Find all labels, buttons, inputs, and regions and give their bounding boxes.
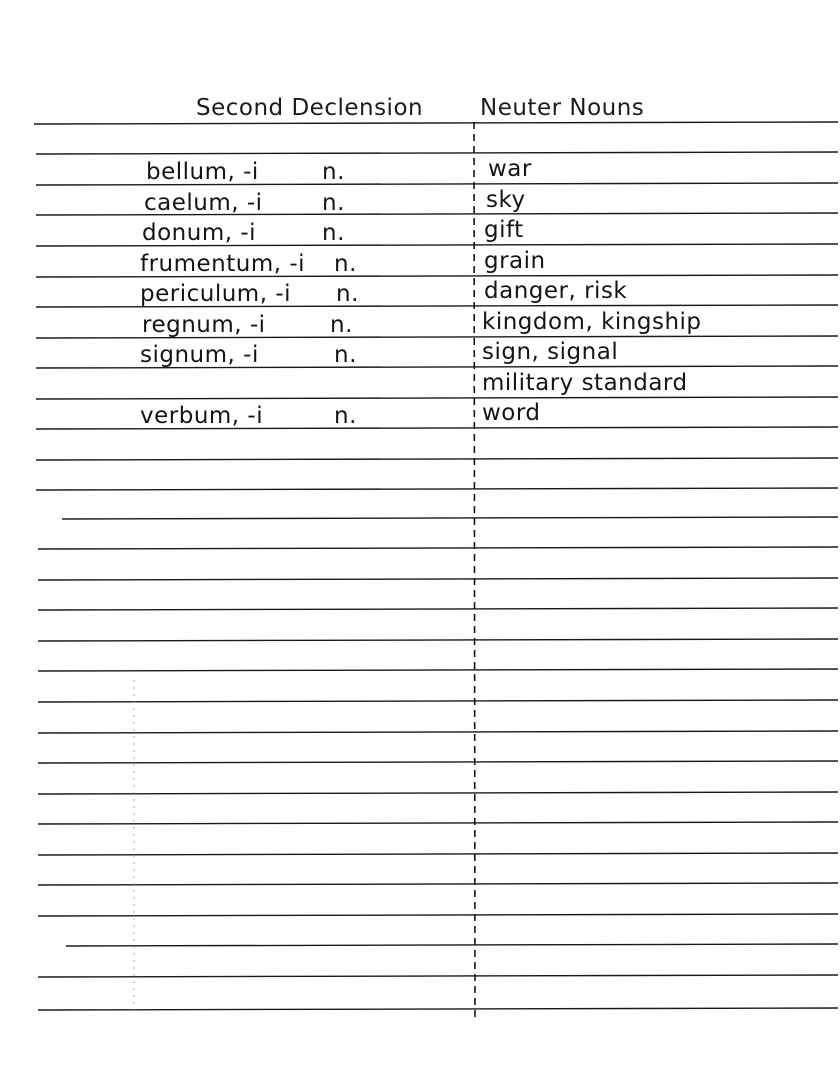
gender-label: n. — [334, 342, 357, 368]
gender-label: n. — [334, 403, 357, 429]
latin-word: verbum, -i — [140, 403, 264, 429]
page-title-right: Neuter Nouns — [480, 95, 645, 121]
page-title-left: Second Declension — [196, 95, 424, 121]
gender-label: n. — [322, 159, 345, 185]
gender-label: n. — [322, 220, 345, 246]
gender-label: n. — [334, 251, 357, 277]
english-meaning: military standard — [482, 370, 688, 396]
english-meaning: sign, signal — [482, 339, 619, 365]
latin-word: regnum, -i — [142, 312, 266, 338]
english-meaning: gift — [484, 217, 524, 243]
gender-label: n. — [336, 281, 359, 307]
latin-word: frumentum, -i — [140, 251, 306, 277]
english-meaning: war — [488, 156, 532, 182]
english-meaning: sky — [486, 187, 526, 213]
english-meaning: kingdom, kingship — [482, 309, 702, 335]
english-meaning: danger, risk — [484, 278, 628, 304]
center-divider — [474, 122, 475, 1022]
english-meaning: word — [482, 400, 541, 426]
latin-word: donum, -i — [142, 220, 257, 246]
latin-word: bellum, -i — [146, 159, 259, 185]
english-meaning: grain — [484, 248, 546, 274]
gender-label: n. — [330, 312, 353, 338]
latin-word: periculum, -i — [140, 281, 292, 307]
latin-word: caelum, -i — [144, 190, 263, 216]
latin-word: signum, -i — [140, 342, 259, 368]
gender-label: n. — [322, 190, 345, 216]
